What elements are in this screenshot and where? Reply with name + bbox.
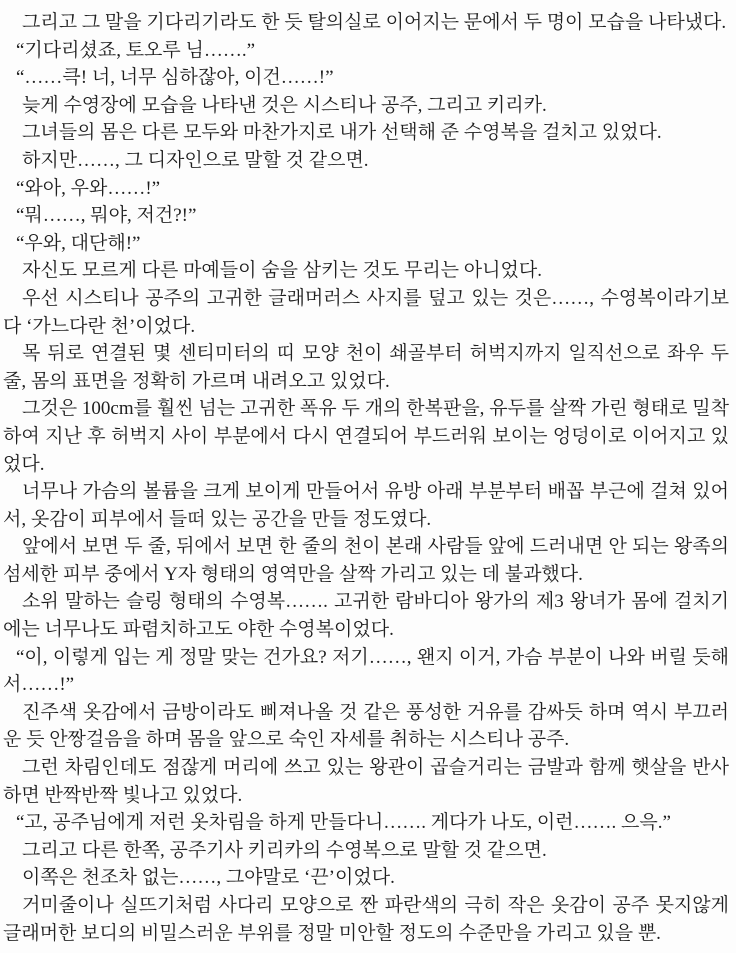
dialogue-paragraph: “……큭! 너, 너무 심하잖아, 이건……!” xyxy=(16,67,334,89)
narrative-paragraph: 앞에서 보면 두 줄, 뒤에서 보면 한 줄의 천이 본래 사람들 앞에 드러내면 안 되는 왕족의 섬세한 피부 중에서 Y자 형태의 영역만을 살짝 가리고 있는 데 불과했다. xyxy=(3,536,729,585)
narrative-paragraph: 자신도 모르게 다른 마예들이 숨을 삼키는 것도 무리는 아니었다. xyxy=(22,260,542,282)
dialogue-paragraph: “고, 공주님에게 저런 옷차림을 하게 만들다니……. 게다가 나도, 이런……. 으윽.” xyxy=(16,812,671,834)
dialogue-paragraph: “기다리셨죠, 토오루 님…….” xyxy=(16,39,256,61)
narrative-paragraph: 그런 차림인데도 점잖게 머리에 쓰고 있는 왕관이 곱슬거리는 금발과 함께 햇살을 반사하면 반짝반짝 빛나고 있었다. xyxy=(3,757,729,806)
dialogue-paragraph: “뭐……, 뭐야, 저건?!” xyxy=(16,205,197,227)
narrative-paragraph: 그녀들의 몸은 다른 모두와 마찬가지로 내가 선택해 준 수영복을 걸치고 있었다. xyxy=(22,122,662,144)
narrative-paragraph: 목 뒤로 연결된 몇 센티미터의 띠 모양 천이 쇄골부터 허벅지까지 일직선으로 좌우 두 줄, 몸의 표면을 정확히 가르며 내려오고 있었다. xyxy=(3,343,729,392)
narrative-paragraph: 그리고 다른 한쪽, 공주기사 키리카의 수영복으로 말할 것 같으면. xyxy=(22,839,547,861)
narrative-paragraph: 너무나 가슴의 볼륨을 크게 보이게 만들어서 유방 아래 부분부터 배꼽 부근에 걸쳐 있어서, 옷감이 피부에서 들떠 있는 공간을 만들 정도였다. xyxy=(3,481,729,530)
dialogue-paragraph: “와아, 우와……!” xyxy=(16,177,161,199)
narrative-paragraph: 거미줄이나 실뜨기처럼 사다리 모양으로 짠 파란색의 극히 작은 옷감이 공주 못지않게 글래머한 보디의 비밀스러운 부위를 정말 미안할 정도의 수준만을 가리고 있을 뿐. xyxy=(3,895,729,944)
narrative-paragraph: 그것은 100cm를 훨씬 넘는 고귀한 폭유 두 개의 한복판을, 유두를 살짝 가린 형태로 밀착하여 지난 후 허벅지 사이 부분에서 다시 연결되어 부드러워 보이는 엉덩이로 이어지고 있었다. xyxy=(3,398,729,475)
narrative-paragraph: 진주색 옷감에서 금방이라도 삐져나올 것 같은 풍성한 거유를 감싸듯 하며 역시 부끄러운 듯 안짱걸음을 하며 몸을 앞으로 숙인 자세를 취하는 시스티나 공주. xyxy=(3,701,729,751)
narrative-paragraph: 소위 말하는 슬링 형태의 수영복……. 고귀한 람바디아 왕가의 제3 왕녀가 몸에 걸치기에는 너무나도 파렴치하고도 야한 수영복이었다. xyxy=(3,591,729,641)
narrative-paragraph: 이쪽은 천조차 없는……, 그야말로 ‘끈’이었다. xyxy=(22,867,395,889)
narrative-paragraph: 우선 시스티나 공주의 고귀한 글래머러스 사지를 덮고 있는 것은……, 수영복이라기보다 ‘가느다란 천’이었다. xyxy=(3,287,729,337)
dialogue-paragraph: “이, 이렇게 입는 게 정말 맞는 건가요? 저기……, 왠지 이거, 가슴 부분이 나와 버릴 듯해서……!” xyxy=(3,646,729,696)
dialogue-paragraph: “우와, 대단해!” xyxy=(16,232,141,254)
narrative-paragraph: 늦게 수영장에 모습을 나타낸 것은 시스티나 공주, 그리고 키리카. xyxy=(22,94,547,116)
text-body xyxy=(3,9,729,953)
narrative-paragraph: 그리고 그 말을 기다리기라도 한 듯 탈의실로 이어지는 문에서 두 명이 모습을 나타냈다. xyxy=(22,12,727,33)
narrative-paragraph: 하지만……, 그 디자인으로 말할 것 같으면. xyxy=(22,149,369,171)
